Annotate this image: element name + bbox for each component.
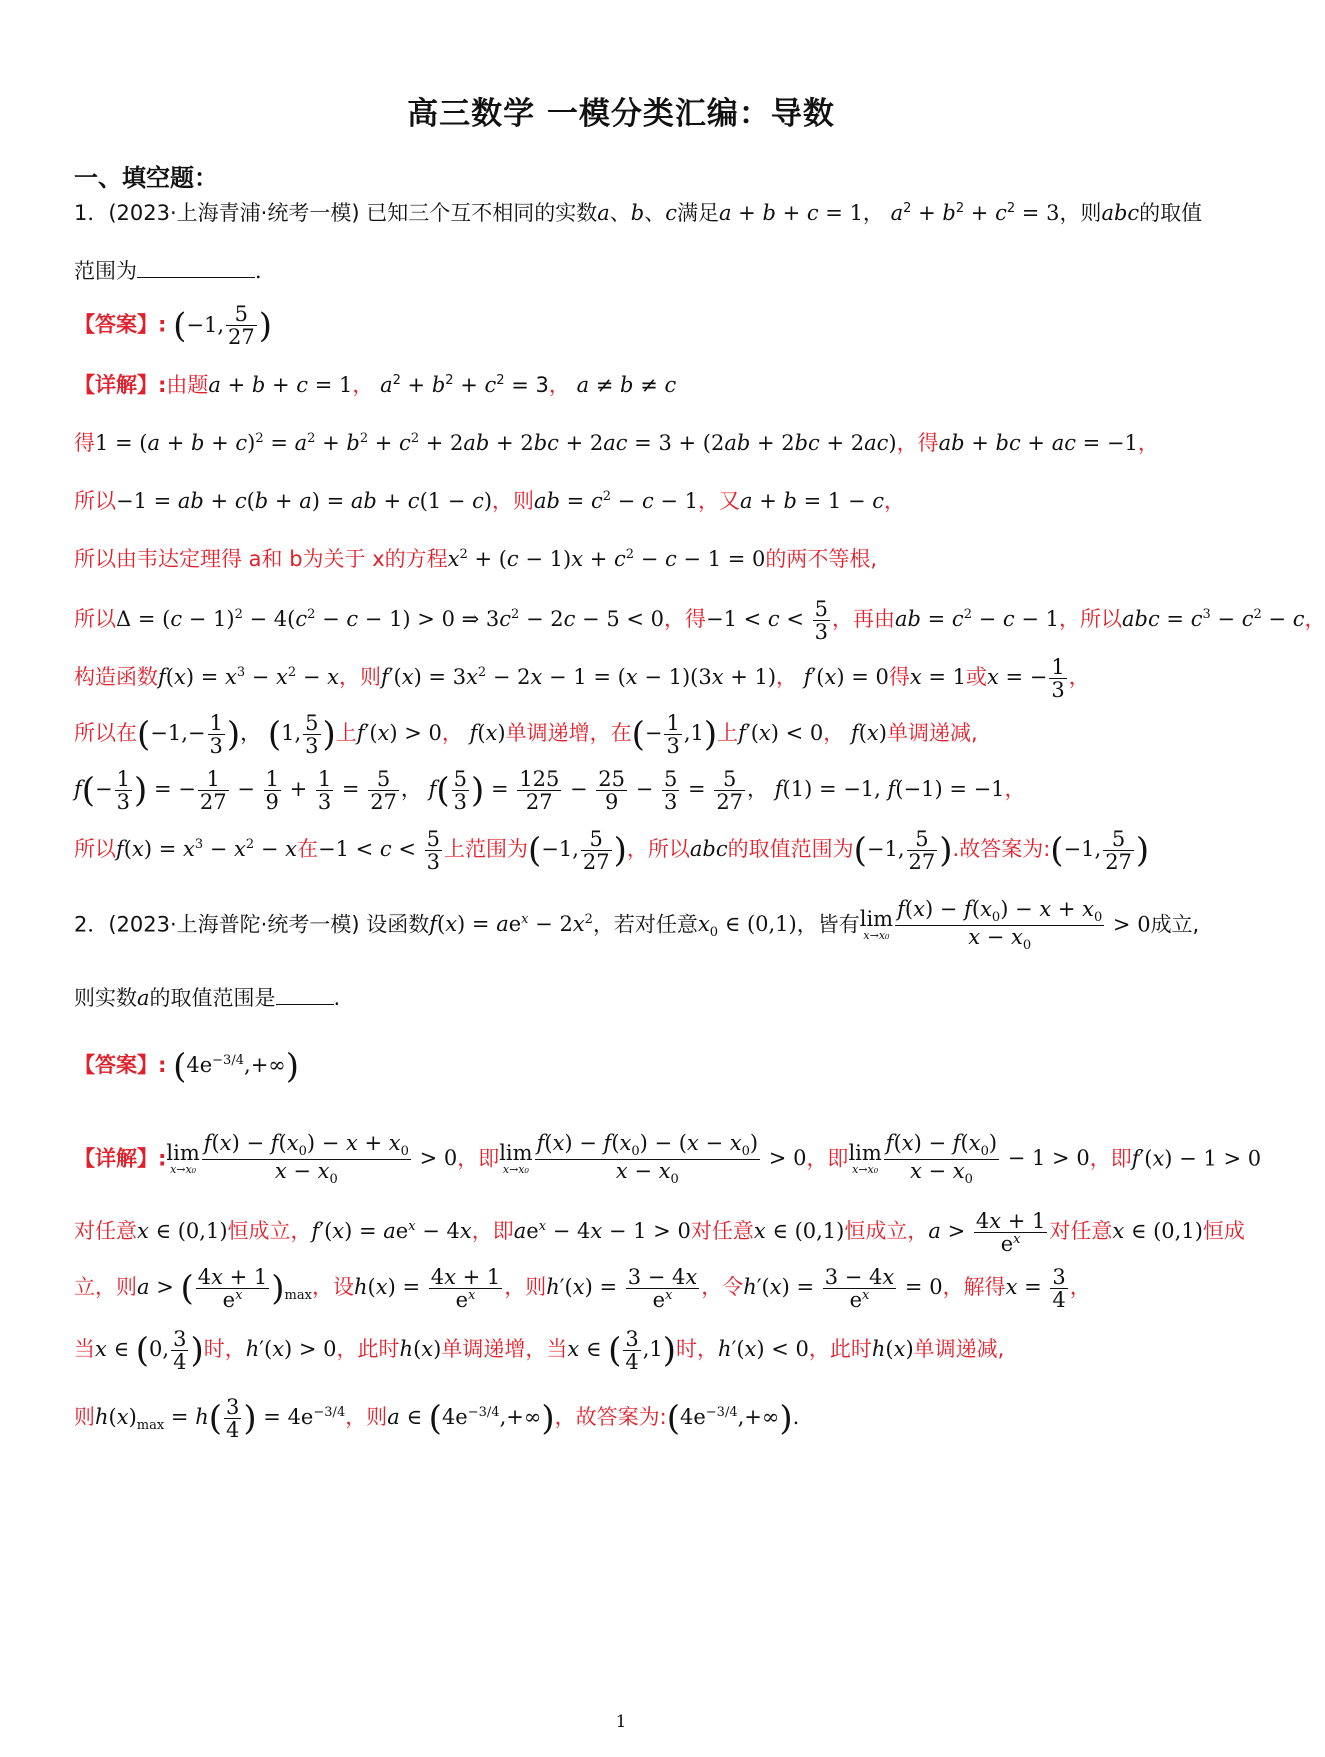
q1-detail-4: 所以由韦达定理得 a和 b为关于 x的方程$x^2 + (c - 1)x + c^2 - c - 1 = 0$的两不等根, — [74, 547, 878, 571]
page-title: 高三数学 一模分类汇编：导数 — [407, 96, 835, 132]
q2-answer: 【答案】: $(4e^{-3/4},+\infty)$ — [74, 1046, 300, 1086]
q1-detail-5: 所以$\Delta = (c - 1)^2 - 4(c^2 - c - 1) > 0$ ⇒ $3c^2 - 2c - 5 < 0$，得−1 < c < $\frac{5}{3}$ ，再由ab = $c^2 - c - 1$，所以abc = $c^3 - c^2 - c$， — [74, 597, 1325, 645]
q2-detail-2: 对任意x ∈ (0,1)恒成立，$f'(x) = ae^x - 4x$，即$ae^x - 4x - 1 > 0$对任意x ∈ (0,1)恒成立，a > $\frac{4x + 1}{e^x}$ 对任意x ∈ (0,1)恒成 — [74, 1209, 1245, 1257]
section-heading: 一、填空题： — [74, 164, 218, 192]
q1-detail-9: 所以$f(x) = x^3 - x^2 - x$在−1 < c < $\frac{5}{3}$ 上范围为(−1, $\frac{5}{27}$ )，所以abc的取值范围为(−1, $\frac{5}{27}$ ).故答案为:(−1, $\frac{5}{27}$ ) — [74, 827, 1150, 875]
q1-detail-7: 所以在(−1,− $\frac{1}{3}$ )， (1, $\frac{5}{3}$ )上f′(x) > 0， f(x)单调递增，在(− $\frac{1}{3}$ ,1)上f′(x) < 0， f(x)单调递减, — [74, 711, 978, 759]
answer-blank[interactable] — [137, 277, 255, 278]
q1-detail-1: 【详解】:由题a + b + c = 1， $a^2 + b^2 + c^2 = 3$， a ≠ b ≠ c — [74, 373, 677, 397]
q1-stem-line1: 1．(2023·上海青浦·统考一模) 已知三个互不相同的实数a、b、c满足a + b + c = 1， $a^2 + b^2 + c^2 = 3$，则abc的取值 — [74, 201, 1203, 225]
answer-blank[interactable] — [276, 1004, 334, 1005]
q2-detail-3: 立，则a > ( $\frac{4x + 1}{e^x}$ )$_{max}$，设h(x) = $\frac{4x + 1}{e^x}$ ，则h′(x) = $\frac{3 - 4x}{e^x}$ ，令h′(x) = $\frac{3 - 4x}{e^x}$ = 0，解得x = $\frac{3}{4}$ ， — [74, 1265, 1091, 1313]
q1-stem-line2: 范围为 ． — [74, 259, 276, 283]
q1-answer: 【答案】: (−1, $\frac{5}{27}$ ) — [74, 302, 272, 350]
q1-detail-8: f(− $\frac{1}{3}$ ) = − $\frac{1}{27}$ − $\frac{1}{9}$ + $\frac{1}{3}$ = $\frac{5}{27}$ ， f( $\frac{5}{3}$ ) = $\frac{125}{27}$ − $\frac{25}{9}$ − $\frac{5}{3}$ = $\frac{5}{27}$ ， f(1) = −1, f(−1) = −1， — [74, 767, 1026, 815]
q2-stem-line1: 2．(2023·上海普陀·统考一模) 设函数$f(x) = ae^x - 2x^2$，若对任意$x_0$ ∈ (0,1)，皆有lim x→x₀ $\frac{f(x) - f(x_0) - x + x_0}{x - x_0}$ > 0成立, — [74, 897, 1200, 954]
q2-detail-1: 【详解】:lim x→x₀ $\frac{f(x) - f(x_0) - x + x_0}{x - x_0}$ > 0，即lim x→x₀ $\frac{f(x) - f(x_0) - (x - x_0)}{x - x_0}$ > 0，即lim x→x₀ $\frac{f(x) - f(x_0)}{x - x_0}$ − 1 > 0，即f′(x) − 1 > 0 — [74, 1131, 1262, 1188]
q1-detail-3: 所以−1 = ab + c(b + a) = ab + c(1 − c)，则ab = $c^2 - c - 1$，又a + b = 1 − c， — [74, 489, 905, 513]
q1-detail-2: 得$1 = (a + b + c)^2 = a^2 + b^2 + c^2 + 2ab + 2bc + 2ac = 3 + (2ab + 2bc + 2ac)$，得ab + bc + ac = −1， — [74, 431, 1159, 455]
q1-detail-6: 构造函数$f(x) = x^3 - x^2 - x$，则$f'(x) = 3x^2 - 2x - 1 = (x - 1)(3x + 1)$， f′(x) = 0得x = 1或x = − $\frac{1}{3}$ ， — [74, 655, 1090, 703]
page-number: 1 — [615, 1712, 627, 1732]
q2-detail-5: 则$h(x)_{max} = h$( $\frac{3}{4}$ ) = $4e^{-3/4}$，则a ∈ $(4e^{-3/4},+\infty)$，故答案为$:(4e^{-3/4},+\infty)$. — [74, 1395, 800, 1443]
q2-detail-4: 当x ∈ (0, $\frac{3}{4}$ )时，h′(x) > 0，此时h(x)单调递增，当x ∈ ( $\frac{3}{4}$ ,1)时，h′(x) < 0，此时h(x)单调递减, — [74, 1327, 1005, 1375]
q2-stem-line2: 则实数a的取值范围是 . — [74, 986, 341, 1010]
